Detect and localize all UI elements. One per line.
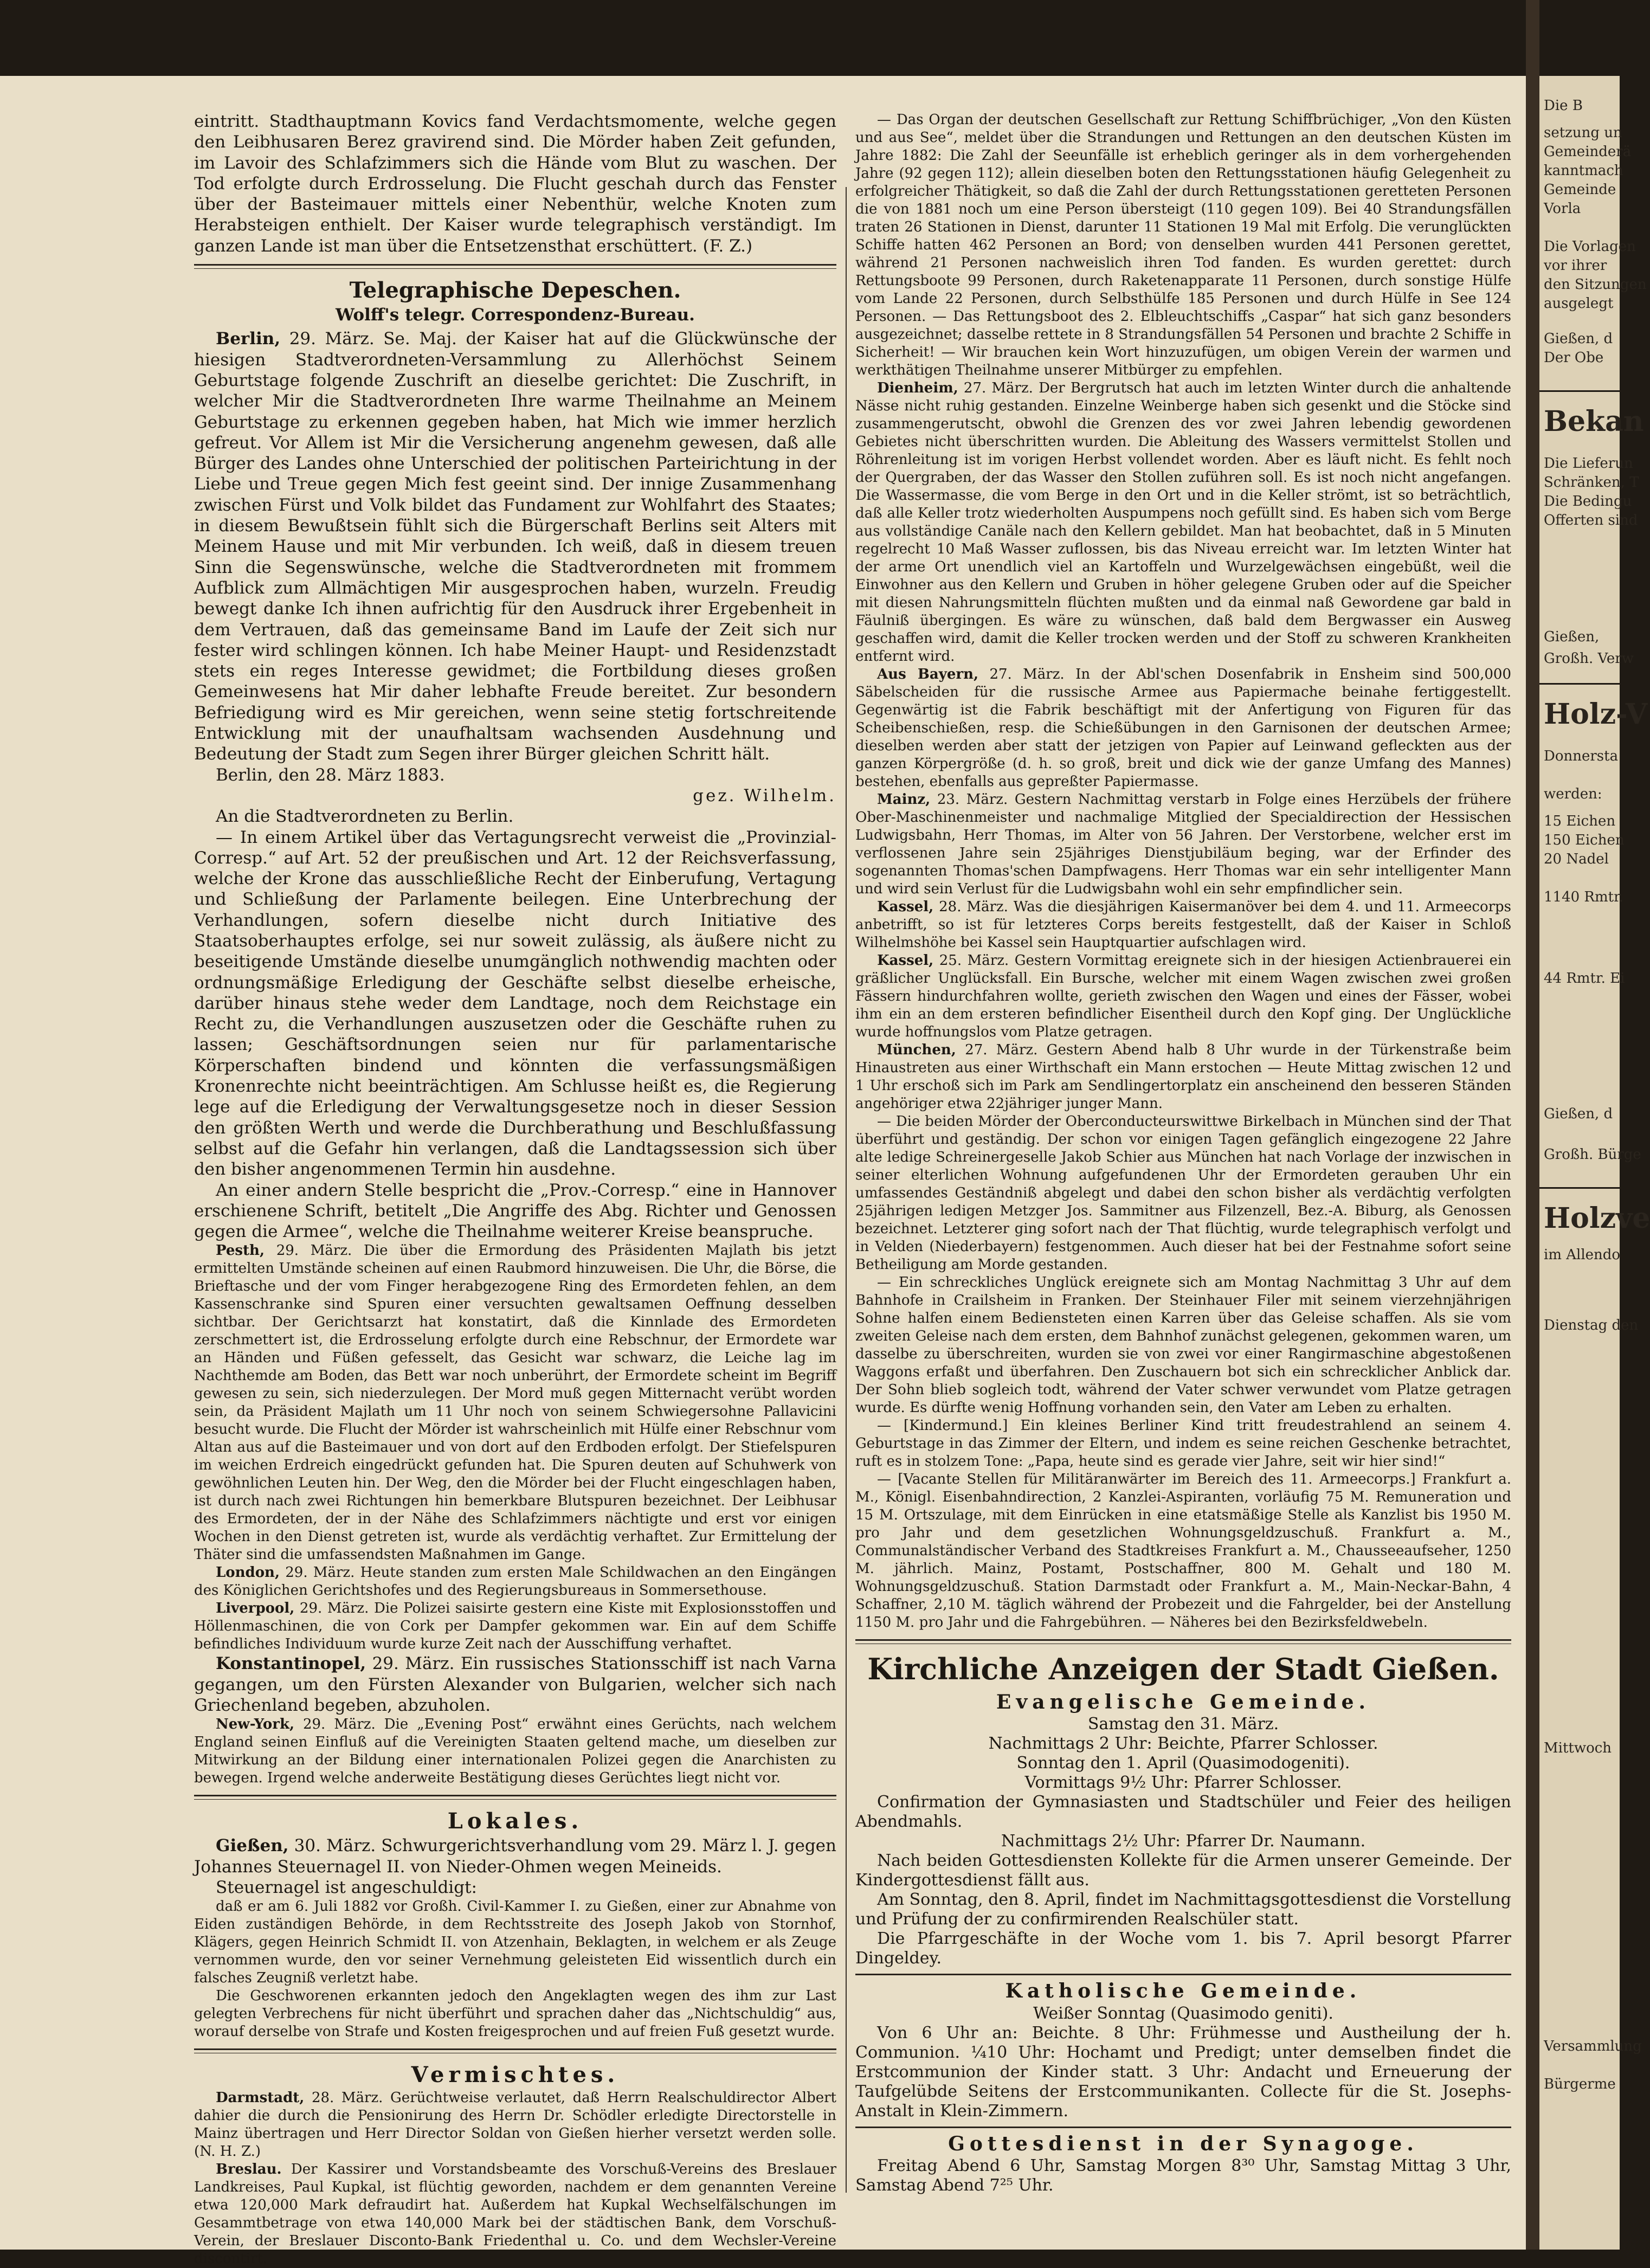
edge-fragment: Dienstag den	[1544, 1317, 1639, 1333]
evangelic-head: Evangelische Gemeinde.	[996, 1691, 1371, 1713]
evangelic-line: Vormittags 9½ Uhr: Pfarrer Schlosser.	[1024, 1773, 1342, 1793]
muenchen-moerder-article: — Die beiden Mörder der Oberconducteurswittwe Birkelbach in München sind der That überführt und geständig. Der schon vor einigen Tagen gefänglich eingezogene 22 Jahre alte ledige Schreinergeselle Jakob Schier aus München hat nach Vorlage der inzwischen in seiner elterlichen Wohnung aufgefundenen Uhr der Ermordeten gerauben Uhr ein umfassendes Geständniß abgelegt und dabei den schon bisher als verdächtig verfolgten 25jährigen ledigen Metzger Jos. Sammitner aus Filzenzell, Bez.-A. Biburg, als Genossen bezeichnet. Letzterer ging sofort nach der That flüchtig, wurde telegraphisch verfolgt und in Velden (Niederbayern) festgenommen. Auch dieser hat bei der Festnahme sofort seine Betheiligung am Morde gestanden.	[855, 1113, 1511, 1273]
kassel-text: 28. März. Was die diesjährigen Kaisermanöver bei dem 4. und 11. Armeecorps anbetrifft, so ist für letzteres Corps bereits festgestellt, daß der Kaiser in Schloß Wilhelmshöhe bei Kassel sein Hauptquartier aufschlagen wird.	[855, 899, 1512, 951]
bayern-article	[855, 666, 1511, 791]
edge-fragment: im Allendo	[1544, 1247, 1621, 1263]
lokales-head: Lokales.	[447, 1808, 583, 1834]
rettung-article: — Das Organ der deutschen Gesellschaft zur Rettung Schiffbrüchiger, „Von den Küsten und aus See“, meldet über die Strandungen und Rettungen an den deutschen Küsten im Jahre 1882: Die Zahl der Seeunfälle ist erheblich geringer als in dem vorhergehenden Jahre (92 gegen 112); allein dieselben boten den Rettungsstationen häufig Gelegenheit zu erfolgreicher Thätigkeit, so daß die Zahl der durch Rettungsstationen geretteten Personen die von 1881 noch um eine Person übersteigt (110 gegen 109). Bei 40 Strandungsfällen traten 26 Stationen in Dienst, darunter 11 Stationen 19 Mal mit Erfolg. Die verunglückten Schiffe hatten 462 Personen an Bord; von denselben wurden 441 Personen gerettet, während 21 Personen nachweislich ihren Tod fanden. Es wurden gerettet: durch Rettungsboote 99 Personen, durch Raketenapparate 11 Personen, durch sonstige Hülfe vom Lande 22 Personen, durch Selbsthülfe 185 Personen und durch Hülfe in See 124 Personen. — Das Rettungsboot des 2. Elbleuchtschiffs „Caspar“ hat sich ganz besonders ausgezeichnet; dasselbe rettete in 8 Strandungsfällen 54 Personen und brachte 2 Schiffe in Sicherheit! — Wir brauchen kein Wort hinzuzufügen, um obigen Verein der warmen und werkthätigen Theilnahme unserer Mitbürger zu empfehlen.	[855, 112, 1511, 378]
edge-fragment: Versammlung	[1544, 2038, 1642, 2054]
telegraphic-head: Telegraphische Depeschen.	[349, 278, 681, 304]
giessen-verdict: Die Geschworenen erkannten jedoch den Angeklagten wegen des ihm zur Last gelegten Verbrechens für nicht überführt und sprachen daher das „Nichtschuldig“ aus, worauf derselbe von Strafe und Kosten freigesprochen und auf freien Fuß gesetzt wurde.	[194, 1988, 836, 2040]
evangelic-afternoon	[855, 1832, 1511, 1851]
evangelic-line: Samstag den 31. März.	[1087, 1715, 1279, 1734]
crailsheim-article: — Ein schreckliches Unglück ereignete sich am Montag Nachmittag 3 Uhr auf dem Bahnhofe in Crailsheim in Franken. Der Steinhauer Filer mit seinem vierzehnjährigen Sohne halfen einem Bediensteten einen Karren über das Geleise schaffen. Als sie vom zweiten Geleise nach dem ersten, dem Bahnhof zunächst gelegenen, gekommen waren, um dasselbe zu überschreiten, wurden sie von zwei vor einer Rangirmaschine abgestoßenen Waggons erfaßt und überfahren. Den Zuschauern bot sich ein schrecklicher Anblick dar. Der Sohn blieb sogleich todt, während der Vater schwer verwundet vom Platze getragen wurde. Es dürfte wenig Hoffnung vorhanden sein, den Vater am Leben zu erhalten.	[855, 1274, 1511, 1416]
section-rule	[855, 1639, 1511, 1644]
dateline: Berlin, den 28. März 1883.	[216, 765, 445, 785]
edge-fragment: 44 Rmtr. Ei	[1544, 970, 1625, 987]
column-right	[855, 111, 1511, 2195]
konstantinopel-article	[194, 1653, 836, 1716]
berlin-article	[194, 328, 836, 764]
column-left	[194, 111, 836, 2268]
place-liverpool: Liverpool,	[216, 1600, 295, 1617]
liverpool-article	[194, 1600, 836, 1653]
edge-rule	[1539, 1187, 1620, 1189]
place-muenchen: München,	[877, 1042, 956, 1058]
pesth-text: 29. März. Die über die Ermordung des Präsidenten Majlath bis jetzt ermittelten Umstände scheinen auf einen Raubmord hinzuweisen. Die Uhr, die Börse, die Brieftasche und der vom Finger herabgezogene Ring des Ermordeten fehlen, an dem Kassenschranke sind Spuren einer versuchten gewaltsamen Oeffnung desselben sichtbar. Der Gerichtsarzt hat konstatirt, daß die Kinnlade des Ermordeten zerschmettert ist, die Erdrosselung erfolgte durch eine Rebschnur, der Ermordete war an Händen und Füßen gefesselt, das Gesicht war schwarz, die Leiche lag im Nachthemde am Boden, das Bett war noch unberührt, der Ermordete scheint im Begriff gewesen zu sein, sich niederzulegen. Der Mord muß gegen Mitternacht verübt worden sein, da Präsident Majlath um 11 Uhr noch von seinem Schwiegersohne Pallavicini besucht wurde. Die Flucht der Mörder ist wahrscheinlich mit Hülfe einer Rebschnur vom Altan aus auf die Basteimauer und von dort auf den Erdboden erfolgt. Der Stiefelspuren im weichen Erdreich eingedrückt gefunden hat. Die Spuren deuten auf Schuhwerk von gewöhnlichen Leuten hin. Der Weg, den die Mörder bei der Flucht eingeschlagen haben, ist durch nach zwei Richtungen hin bemerkbare Blutspuren bezeichnet. Der Leibhusar des Ermordeten, der in der Nähe des Schlafzimmers nächtigte und erst vor einigen Wochen in den Dienst getreten ist, wurde als verdächtig verhaftet. Zur Ermittelung der Thäter sind die umfassendsten Maßnahmen im Gange.	[194, 1242, 837, 1563]
column-divider	[846, 187, 847, 2193]
muenchen-text: 27. März. Gestern Abend halb 8 Uhr wurde in der Türkenstraße beim Hinaustreten aus einer Wirthschaft ein Mann erstochen — Heute Mittag zwischen 12 und 1 Uhr erschoß sich im Park am Sendlingertorplatz ein anscheinend den besseren Ständen angehöriger etwa 22jähriger junger Mann.	[855, 1042, 1511, 1112]
facing-page-edge	[1539, 76, 1650, 2250]
edge-fragment: Die B	[1544, 98, 1583, 114]
edge-fragment: Gemeinde	[1544, 182, 1616, 198]
edge-fragment: Die Vorlagen	[1544, 239, 1636, 255]
section-rule	[194, 264, 836, 269]
kindermund-article: — [Kindermund.] Ein kleines Berliner Kind tritt freudestrahlend an seinem 4. Geburtstage in das Zimmer der Eltern, und indem es seine reichen Geschenke betrachtet, ruft es in stolzem Tone: „Papa, heute sind es gerade vier Jahre, seit wir hier sind!“	[855, 1418, 1511, 1470]
edge-fragment: Gießen,	[1544, 629, 1600, 645]
edge-fragment: werden:	[1544, 786, 1602, 802]
edge-fragment: Gemeinderä	[1544, 144, 1632, 160]
catholic-head: Katholische Gemeinde.	[1005, 1980, 1362, 2003]
place-london: London,	[216, 1564, 280, 1581]
catholic-schedule	[855, 2004, 1511, 2024]
vermischtes-head: Vermischtes.	[411, 2062, 620, 2088]
place-bayern: Aus Bayern,	[877, 666, 979, 682]
edge-fragment: Holzve	[1544, 1202, 1650, 1235]
place-konstantinopel: Konstantinopel,	[216, 1654, 366, 1674]
edge-fragment: Bürgerme	[1544, 2076, 1616, 2092]
edge-rule	[1539, 390, 1620, 392]
vacante-stellen-article: — [Vacante Stellen für Militäranwärter im Bereich des 11. Armeecorps.] Frankfurt a. M., Königl. Eisenbahndirection, 2 Kanzlei-Aspiranten, vorläufig 75 M. Remuneration und 15 M. Ortszulage, mit dem Einrücken in eine etatsmäßige Stelle als Kanzlist bis 1950 M. pro Jahr und dem gesetzlichen Wohnungsgeldzuschuß. Frankfurt a. M., Communalständischer Verband des Stadtkreises Frankfurt a. M., Chausseeaufseher, 1250 M. jährlich. Mainz, Postamt, Postschaffner, 800 M. Gehalt und 180 M. Wohnungsgeldzuschuß. Station Darmstadt oder Frankfurt a. M., Main-Neckar-Bahn, 4 Schaffner, 2,10 M. täglich während der Probezeit und die Fahrgelder, bei der Anstellung 1150 M. pro Jahr und die Fahrgebühren. — Näheres bei den Bezirksfeldwebeln.	[855, 1471, 1511, 1631]
bayern-text: 27. März. In der Abl'schen Dosenfabrik in Ensheim sind 500,000 Säbelscheiden für die russische Armee aus Papiermache beinahe fertiggestellt. Gegenwärtig ist die Fabrik beschäftigt mit der Anfertigung von Figuren für das Scheibenschießen, resp. die Schießübungen in den Garnisonen der deutschen Armee; dieselben werden aber statt der jetzigen von Papier auf Leinwand gefleckten aus der ganzen Körpergröße (d. h. so groß, breit und dick wie der ganze Umfang des Mannes) bestehen, ebenfalls aus gepreßter Papiermasse.	[855, 666, 1512, 790]
edge-fragment: Holz-V	[1544, 698, 1648, 731]
newyork-article	[194, 1716, 836, 1787]
edge-fragment: Gießen, d	[1544, 1106, 1613, 1122]
giessen-charge: daß er am 6. Juli 1882 vor Großh. Civil-Kammer I. zu Gießen, einer zur Abnahme von Eiden zuständigen Behörde, in dem Rechtsstreite des Joseph Jakob von Stornhof, Klägers, gegen Heinrich Schmidt II. von Atzenhain, Beklagten, in welchem er als Zeuge vernommen wurde, den vor seiner Vernehmung geleisteten Eid wissentlich durch ein falsches Zeugniß verletzt habe.	[194, 1898, 836, 1987]
evangelic-line: Nachmittags 2½ Uhr: Pfarrer Dr. Naumann.	[1001, 1832, 1366, 1851]
edge-fragment: kanntmach	[1544, 163, 1623, 179]
synagogue-head: Gottesdienst in der Synagoge.	[948, 2132, 1419, 2155]
place-berlin: Berlin,	[216, 329, 281, 349]
edge-fragment: ausgelegt	[1544, 295, 1614, 312]
kassel2-text: 25. März. Gestern Vormittag ereignete sich in der hiesigen Actienbrauerei ein gräßlicher Unglücksfall. Ein Bursche, welcher mit einem Wagen zwischen zwei großen Fässern hindurchfahren wollte, gerieth zwischen den Wagen und eines der Fässer, wobei ihm ein an dem ersteren befindlicher Eisentheil durch den Kopf ging. Der Unglückliche wurde hoffnungslos vom Platze getragen.	[855, 952, 1512, 1040]
edge-rule	[1539, 683, 1620, 685]
vertagung-article: — In einem Artikel über das Vertagungsrecht verweist die „Provinzial-Corresp.“ auf Art. 52 der preußischen und Art. 12 der Reichsverfassung, welche der Krone das ausschließliche Recht der Einberufung, Vertagung und Schließung der Parlamente beilegen. Eine Unterbrechung der Verhandlungen, sofern dieselbe nicht durch Initiative des Staatsoberhauptes erfolge, sei nur soweit zulässig, als äußere nicht zu beseitigende Umstände dieselbe unumgänglich nothwendig machten oder ordnungsmäßige Erledigung der Geschäfte selbst dieselbe erheische, darüber hinaus stehe weder dem Landtage, noch dem Reichstage ein Recht zu, die Verhandlungen auszusetzen oder die Geschäfte ruhen zu lassen; Geschäftsordnungen seien nur für parlamentarische Körperschaften bindend und könnten die verfassungsmäßigen Kronenrechte nicht beeinträchtigen. Am Schlusse heißt es, die Regierung lege auf die Erledigung der Verwaltungsgesetze noch in dieser Session den größten Werth und werde die Durchberathung und Beschlußfassung selbst auf die Gefahr hin verlangen, daß die Landtagssession sich über den bisher angenommenen Termin hin ausdehne.	[194, 827, 836, 1180]
book-binding	[1526, 0, 1539, 2250]
newyork-text: 29. März. Die „Evening Post“ erwähnt eines Gerüchts, nach welchem England seinen Einfluß auf die Vereinigten Staaten geltend mache, um dieselben zur Mitwirkung an der Bildung einer internationalen Polizei gegen die Anarchisten zu bewegen. Irgend welche anderweite Bestätigung dieses Gerüchtes liegt nicht vor.	[194, 1716, 836, 1787]
addressee: An die Stadtverordneten zu Berlin.	[216, 807, 514, 827]
section-rule	[194, 2048, 836, 2053]
kollekte-note: Nach beiden Gottesdiensten Kollekte für die Armen unserer Gemeinde. Der Kindergottesdienst fällt aus.	[855, 1851, 1511, 1890]
evangelic-line: Nachmittags 2 Uhr: Beichte, Pfarrer Schlosser.	[988, 1734, 1378, 1754]
pfarrgeschaefte-note: Die Pfarrgeschäfte in der Woche vom 1. bis 7. April besorgt Pfarrer Dingeldey.	[855, 1929, 1511, 1968]
london-article	[194, 1564, 836, 1600]
edge-fragment: Gießen, d	[1544, 331, 1613, 347]
place-breslau: Breslau.	[216, 2161, 282, 2178]
giessen-text: 30. März. Schwurgerichtsverhandlung vom 29. März l. J. gegen Johannes Steuernagel II. von Nieder-Ohmen wegen Meineids.	[194, 1836, 836, 1877]
darmstadt-article	[194, 2089, 836, 2161]
evangelic-schedule	[855, 1715, 1511, 1793]
place-kassel: Kassel,	[877, 899, 934, 915]
place-dienheim: Dienheim,	[877, 380, 958, 396]
edge-fragment: Donnersta	[1544, 748, 1619, 764]
section-rule	[855, 1974, 1511, 1975]
wolff-bureau-head: Wolff's telegr. Correspondenz-Bureau.	[336, 305, 695, 325]
mainz-text: 23. März. Gestern Nachmittag verstarb in Folge eines Herzübels der frühere Ober-Maschinenmeister und nachmalige Mitglied der Specialdirection der Hessischen Ludwigsbahn, Herr Thomas, im Alter von 56 Jahren. Der Verstorbene, welcher erst im verflossenen Jahre sein 25jähriges Dienstjubiläum beging, war der Erfinder des sogenannten Thomas'schen Dampfwagens. Herr Thomas war ein sehr intelligenter Mann und wird sein Verlust für die Ludwigsbahn wohl ein sehr empfindlicher sein.	[855, 791, 1511, 897]
berlin-text: 29. März. Se. Maj. der Kaiser hat auf die Glückwünsche der hiesigen Stadtverordneten-Versammlung zu Allerhöchst Seinem Geburtstage folgende Zuschrift an dieselbe gerichtet: Die Zuschrift, in welcher Mir die Stadtverordneten Ihre warme Theilnahme an Meinem Geburtstage zu erkennen gegeben haben, hat Mich wie immer herzlich gefreut. Vor Allem ist Mir die Versicherung angenehm gewesen, daß alle Bürger des Landes ohne Unterschied der politischen Parteirichtung in der Liebe und Treue gegen Mich fest geeint sind. Der innige Zusammenhang zwischen Fürst und Volk bildet das Fundament zur Wohlfahrt des Staates; in diesem Bewußtsein fühlt sich die Bürgerschaft Berlins seit Alters mit Meinem Hause und mit Mir verbunden. Ich weiß, daß in diesem treuen Sinn die Segenswünsche, welche die Stadtverordneten mit frommem Aufblick zum Allmächtigen Mir ausgesprochen haben, wurzeln. Freudig bewegt danke Ich ihnen aufrichtig für den Ausdruck ihrer Ergebenheit in dem Vertrauen, daß das gemeinsame Band im Laufe der Zeit sich nur fester wird schlingen können. Ich habe Meiner Haupt- und Residenzstadt stets ein reges Interesse gewidmet; die Fortbildung dieses großen Gemeinwesens hat Mir daher lebhafte Freude bereitet. Zur besondern Befriedigung wird es Mir gereichen, wenn seine stetig fortschreitende Entwicklung mit der unaufhaltsam wachsenden Ausdehnung und Bedeutung der Stadt zum Segen ihrer Bürger gleichen Schritt hält.	[194, 329, 837, 764]
edge-fragment: 20 Nadel	[1544, 851, 1609, 867]
liverpool-text: 29. März. Die Polizei saisirte gestern eine Kiste mit Explosionsstoffen und Höllenmaschinen, die von Cork per Dampfer gekommen war. Ein auf dem Schiffe befindliches Individuum wurde kurze Zeit nach der Ausschiffung verhaftet.	[194, 1600, 836, 1653]
edge-fragment: Die Bedingu	[1544, 493, 1632, 510]
mainz-article	[855, 791, 1511, 898]
edge-fragment: 15 Eichen	[1544, 813, 1616, 829]
edge-fragment: Großh. Verw	[1544, 650, 1634, 667]
giessen-article	[194, 1835, 836, 1877]
place-giessen: Gießen,	[216, 1836, 289, 1856]
catholic-line: Weißer Sonntag (Quasimodo geniti).	[1033, 2003, 1333, 2023]
edge-fragment: Die Lieferun	[1544, 455, 1633, 472]
pesth-article	[194, 1242, 836, 1564]
place-mainz: Mainz,	[877, 791, 931, 808]
breslau-text: Der Kassirer und Vorstandsbeamte des Vorschuß-Vereins des Breslauer Landkreises, Paul Kupkal, ist flüchtig geworden, nachdem er dem genannten Vereine etwa 120,000 Mark defraudirt hat. Außerdem hat Kupkal Wechselfälschungen im Gesammtbetrage von etwa 140,000 Mark bei der städtischen Bank, dem Vorschuß-Verein, der Breslauer Disconto-Bank Friedenthal u. Co. und dem Wechsler-Vereine discontirt.	[194, 2161, 837, 2267]
edge-fragment: vor ihrer	[1544, 257, 1607, 274]
edge-fragment: Der Obe	[1544, 350, 1604, 366]
edge-fragment: Vorla	[1544, 201, 1581, 217]
kassel2-article	[855, 952, 1511, 1041]
synagogue-note: Freitag Abend 6 Uhr, Samstag Morgen 8³⁰ Uhr, Samstag Mittag 3 Uhr, Samstag Abend 7²⁵ Uhr.	[855, 2156, 1511, 2195]
article-majlath-end: eintritt. Stadthauptmann Kovics fand Verdachtsmomente, welche gegen den Leibhusaren Berez gravirend sind. Die Mörder haben Zeit gefunden, im Lavoir des Schlafzimmers sich die Hände vom Blut zu waschen. Der Tod erfolgte durch Erdrosselung. Die Flucht geschah durch das Fenster über der Basteimauer mittels einer Nebenthür, welche Knoten zum Herabsteigen enthielt. Der Kaiser wurde telegraphisch verständigt. Im ganzen Lande ist man über die Entsetzensthat erschüttert. (F. Z.)	[194, 112, 836, 256]
place-pesth: Pesth,	[216, 1242, 265, 1259]
edge-fragment: Offerten sind	[1544, 512, 1638, 529]
edge-fragment: Großh. Bürge	[1544, 1146, 1641, 1163]
darmstadt-text: 28. März. Gerüchtweise verlautet, daß Herrn Realschuldirector Albert dahier die durch die Pensionirung des Herrn Dr. Schödler erledigte Directorstelle in Mainz übertragen und Herr Director Soldan von Gießen hierher versetzt werden solle. (N. H. Z.)	[194, 2090, 836, 2160]
breslau-article	[194, 2161, 836, 2268]
edge-fragment: Bekan	[1544, 405, 1644, 438]
edge-fragment: Mittwoch	[1544, 1740, 1612, 1756]
pruefung-note: Am Sonntag, den 8. April, findet im Nachmittagsgottesdienst die Vorstellung und Prüfung der zu confirmirenden Realschüler statt.	[855, 1890, 1511, 1929]
kassel-article	[855, 898, 1511, 952]
london-text: 29. März. Heute standen zum ersten Male Schildwachen an den Eingängen des Königlichen Gerichtshofes und des Regierungsbureaus in Sommersethouse.	[194, 1564, 837, 1599]
place-darmstadt: Darmstadt,	[216, 2090, 305, 2106]
edge-fragment: 150 Eichen	[1544, 832, 1625, 848]
edge-fragment: 1140 Rmtr.	[1544, 889, 1623, 905]
giessen-charge-intro: Steuernagel ist angeschuldigt:	[216, 1877, 477, 1897]
catholic-note: Von 6 Uhr an: Beichte. 8 Uhr: Frühmesse und Austheilung der h. Communion. ¼10 Uhr: Hochamt und Predigt; unter demselben findet die Erstcommunion der Kinder statt. 3 Uhr: Andacht und Erneuerung der Taufgelübde Seitens der Erstcommunikanten. Collecte für die St. Josephs-Anstalt in Klein-Zimmern.	[855, 2023, 1511, 2121]
place-newyork: New-York,	[216, 1716, 295, 1733]
confirmation-note: Confirmation der Gymnasiasten und Stadtschüler und Feier des heiligen Abendmahls.	[855, 1793, 1511, 1832]
evangelic-line: Sonntag den 1. April (Quasimodogeniti).	[1016, 1754, 1350, 1773]
place-kassel-2: Kassel,	[877, 952, 934, 969]
edge-fragment: Schränken, T	[1544, 474, 1639, 491]
hannover-article: An einer andern Stelle bespricht die „Prov.-Corresp.“ eine in Hannover erschienene Schrift, betitelt „Die Angriffe des Abg. Richter und Genossen gegen die Armee“, welche die Theilnahme weiterer Kreise beanspruche.	[194, 1180, 836, 1242]
church-notices-head: Kirchliche Anzeigen der Stadt Gießen.	[867, 1652, 1499, 1686]
section-rule	[855, 2127, 1511, 2128]
section-rule	[194, 1795, 836, 1800]
konstantinopel-text: 29. März. Ein russisches Stationsschiff ist nach Varna gegangen, um den Fürsten Alexander von Bulgarien, welcher sich nach Griechenland begeben, abzuholen.	[194, 1654, 836, 1716]
edge-fragment: den Sitzungen	[1544, 276, 1647, 293]
edge-fragment: setzung un	[1544, 125, 1622, 141]
muenchen-article	[855, 1041, 1511, 1113]
dienheim-article	[855, 379, 1511, 666]
dienheim-text: 27. März. Der Bergrutsch hat auch im letzten Winter durch die anhaltende Nässe nicht ruhig gestanden. Einzelne Weinberge haben sich gesenkt und die Stöcke sind zusammengerutscht, obwohl die Grenzen des vor zwei Jahren lebendig gewordenen Gebietes nicht überschritten wurden. Die Ableitung des Wassers vermittelst Stollen und Röhrenleitung ist im vorigen Herbst vollendet worden. Aber es läuft nicht. Es fehlt noch der Quergraben, der das Wasser den Stollen zuführen soll. Es ist noch nicht angefangen. Die Wassermasse, die vom Berge in den Ort und in die Keller strömt, ist so beträchtlich, daß alle Keller trotz wiederholten Auspumpens noch gefüllt sind. Es haben sich vom Berge aus vollständige Canäle nach den Kellern gebildet. Man hat beobachtet, daß in 5 Minuten regelrecht 10 Maß Wasser zuflossen, bis das Niveau erreicht war. Im letzten Winter hat der arme Ort unendlich viel an Kartoffeln und Wurzelgewächsen eingebüßt, weil die Einwohner aus den Kellern und Gruben in höher gelegene Gruben oder auf die Speicher mit diesen Nahrungsmitteln flüchten mußten und da einmal naß Gewordene gar bald in Fäulniß übergingen. Es wäre zu wünschen, daß bald dem Bergwasser ein Ausweg geschaffen wird, damit die Keller trocken werden und der Stoff zu schweren Krankheiten entfernt wird.	[855, 380, 1512, 665]
signature: gez. Wilhelm.	[693, 785, 836, 806]
